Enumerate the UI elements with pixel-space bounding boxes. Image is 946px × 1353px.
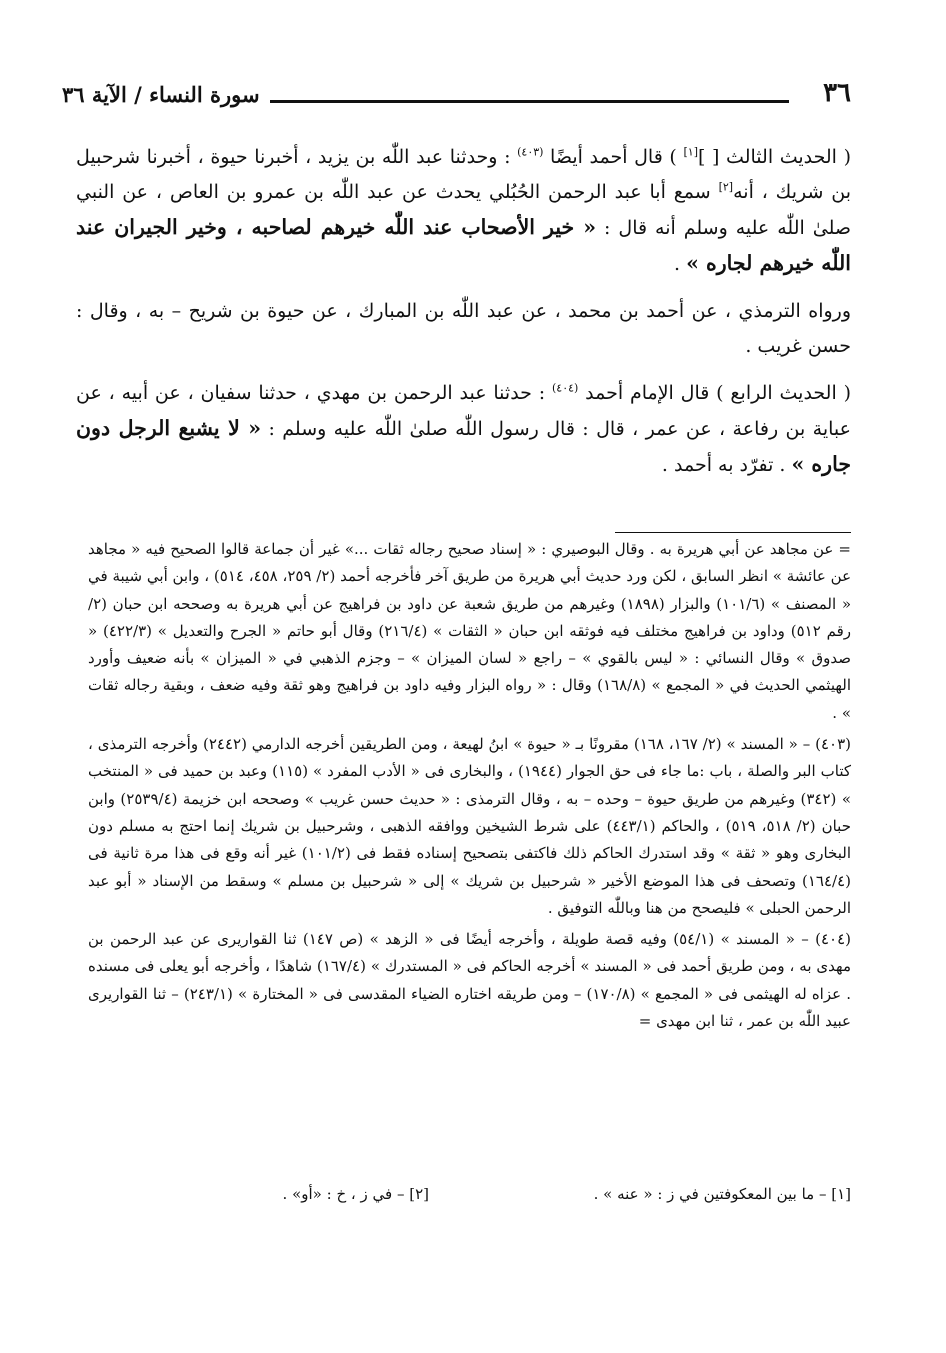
text-segment: : وحدثنا عبد اللّٰه بن يزيد ، أخبرنا حيوة ، أخبرنا شرحبيل بن شريك ، أنه (76, 146, 851, 203)
footnotes (88, 536, 851, 1039)
footnote-ref: (٤٠٣) (517, 145, 544, 159)
running-title: سورة النساء / الآية ٣٦ (62, 82, 260, 107)
text-segment: . (673, 253, 687, 275)
variant-notes (88, 1180, 851, 1210)
footnote-ref: [١] (683, 145, 698, 159)
text-segment: . تفرّد به أحمد . (661, 454, 792, 476)
footnote-continuation: = عن مجاهد عن أبي هريرة به . وقال البوصيري : « إسناد صحيح رجاله ثقات ...» غير أن جماعة قالوا الصحيح فيه « مجاهد عن عائشة » انظر السابق ، لكن ورد حديث أبي هريرة من طريق آخر فأخرجه أحمد (٢/ ٢٥٩، ٤٥٨، ٥١٤) ، وابن أبي شيبة في « المصنف » (١٠١/٦) والبزار (١٨٩٨) وغيرهم من طريق شعبة عن داود بن فراهيج عن أبي هريرة به وصححه ابن حبان (٢/رقم ٥١٢) وداود بن فراهيج مختلف فيه فوثقه ابن حبان « الثقات » (٢١٦/٤) وقال أبو حاتم « الجرح والتعديل » (٤٢٢/٣) « صدوق » وقال النسائي : « ليس بالقوي » – راجع « لسان الميزان » – وجزم الذهبي في « الميزان » بأنه ضعيف وأورد الهيثمي الحديث في « المجمع » (١٦٨/٨) وقال : « رواه البزار وفيه داود بن فراهيج وهو ثقة وفيه ضعف ، وبقية رجاله ثقات » . (88, 540, 852, 722)
text-segment: ) قال أحمد أيضًا (543, 146, 684, 168)
footnote-403: (٤٠٣) – « المسند » (٢/ ١٦٧، ١٦٨) مقرونًا بـ « حيوة » ابنُ لهيعة ، ومن الطريقين أخرجه الدارمي (٢٤٤٢) وأخرجه الترمذى ، كتاب البر والصلة ، باب :ما جاء فى حق الجوار (١٩٤٤) ، والبخارى فى « الأدب المفرد » (١١٥) وعبد بن حميد فى « المنتخب » (٣٤٢) وغيرهم من طريق حيوة – وحده – به ، وقال الترمذى : « حديث حسن غريب » وصححه ابن خزيمة (٢٥٣٩/٤) وابن حبان (٢/ ٥١٨، ٥١٩) ، والحاكم (٤٤٣/١) على شرط الشيخين ووافقه الذهبى ، وشرحبيل بن شريك إنما احتج به مسلم دون البخارى وهو « ثقة » وقد استدرك الحاكم ذلك فاكتفى بتصحيح إسناده فقط فى (١٠١/٢) غير أنه وقع فى هذا مرة ثانية فى (١٦٤/٤) وتصحف فى هذا الموضع الأخير « شرحبيل بن شريك » إلى « شرحبيل بن مسلم » وسقط من الإسناد « أبو عبد الرحمن الحبلى » فليصحح من هنا وباللّٰه التوفيق . (88, 735, 852, 917)
hadith-text-bold: « لا يشبع الرجل دون جاره » (76, 416, 851, 476)
page-header (62, 78, 851, 118)
variant-note-1: [١] – ما بين المعكوفتين في ز : « عنه » . (593, 1185, 851, 1203)
footnote-404: (٤٠٤) – « المسند » (٥٤/١) وفيه قصة طويلة ، وأخرجه أيضًا فى « الزهد » (ص ١٤٧) ثنا القواريرى عن عبد الرحمن بن مهدى به ، ومن طريق أحمد فى « المسند » أخرجه الحاكم فى « المستدرك » (١٦٧/٤) شاهدًا ، وأخرجه أبو يعلى فى مسنده . عزاه له الهيثمى فى « المجمع » (١٧٠/٨) – ومن طريقه اختاره الضياء المقدسى فى « المختارة » (٢٤٣/١) – ثنا القواريرى عبيد اللّٰه بن عمر ، ثنا ابن مهدى = (88, 930, 851, 1031)
hadith-four-paragraph (76, 376, 851, 483)
footnote-rule (615, 532, 851, 533)
header-rule (270, 100, 789, 103)
footnote-ref: (٤٠٤) (552, 381, 579, 395)
hadith-text-bold: « خير الأصحاب عند اللّٰه خيرهم لصاحبه ، وخير الجيران عند اللّٰه خيرهم لجاره » (76, 215, 851, 275)
text-segment: : حدثنا عبد الرحمن بن مهدي ، حدثنا سفيان ، عن أبيه ، عن عباية بن رفاعة ، عن عمر ، قال : قال رسول اللّٰه صلىٰ اللّٰه عليه وسلم : (76, 382, 851, 440)
text-segment: ( الحديث الثالث [ ] (697, 146, 852, 168)
footnote-ref: [٢] (718, 180, 734, 194)
main-text (76, 140, 851, 495)
hadith-three-paragraph (76, 140, 851, 282)
tirmidhi-paragraph: ورواه الترمذي ، عن أحمد بن محمد ، عن عبد اللّٰه بن المبارك ، عن حيوة بن شريح – به ، وقال : حسن غريب . (76, 300, 851, 357)
text-segment: سمع أبا عبد الرحمن الحُبُلي يحدث عن عبد اللّٰه بن عمرو بن العاص ، عن النبي صلىٰ اللّٰه عليه وسلم أنه قال : (76, 181, 851, 239)
variant-note-2: [٢] – في ز ، خ : «أو» . (282, 1185, 429, 1203)
page-number: ٣٦ (823, 78, 851, 108)
text-segment: ( الحديث الرابع ) قال الإمام أحمد (578, 382, 851, 404)
